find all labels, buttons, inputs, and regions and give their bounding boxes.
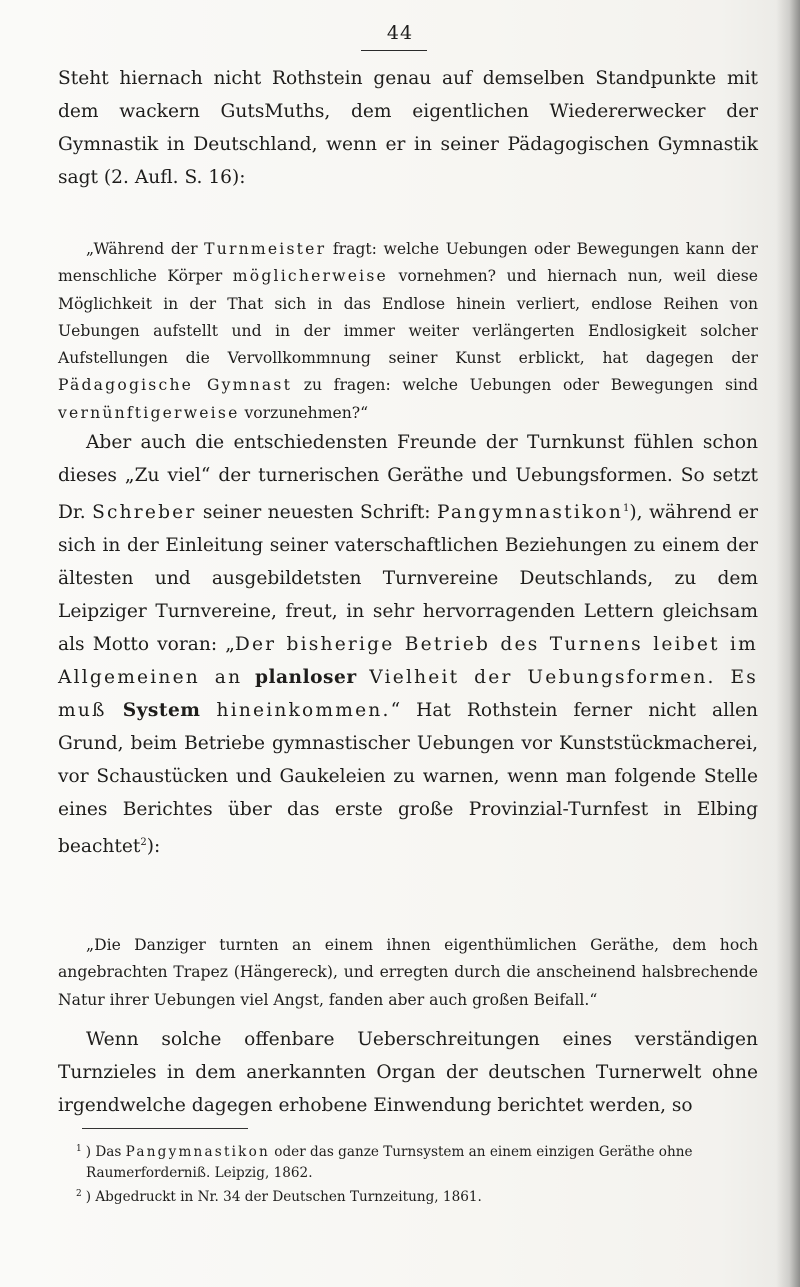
para-2-text-e: ): — [146, 836, 161, 857]
quote-1-text-b: fragt: welche Uebungen oder Bewegungen kann der menschliche Körper — [58, 240, 758, 286]
page-number-rule — [361, 50, 427, 51]
footnote-2-mark: 2 — [76, 1189, 82, 1199]
para-2-text-a: Aber auch die entschiedensten Freunde der Turnkunst fühlen schon dieses „Zu viel“ der turnerischen Geräthe und Uebungsformen. So setzt Dr. — [58, 432, 758, 523]
quote-danziger-report: „Die Danziger turnten an einem ihnen eigenthümlichen Geräthe, dem hoch angebrachten Trapez (Hängereck), und erregten durch die anscheinend halsbrechende Natur ihrer Uebungen viel Angst, fanden aber auch großen Beifall.“ — [58, 936, 758, 1009]
footnote-1-mark: 1 — [76, 1144, 82, 1154]
motto-text-a: Der bisherige Betrieb des Turnens leibet im Allgemeinen an — [58, 634, 758, 688]
motto-text-c: hineinkommen. — [216, 700, 391, 721]
motto-bold-planloser: planloser — [254, 667, 357, 688]
footnote-1-post: oder das ganze Turnsystem an einem einzigen Geräthe ohne Raumerforderniß. Leipzig, 1862. — [86, 1144, 693, 1181]
author-name-schreber: Schreber — [92, 502, 197, 523]
quote-1-text-d: zu fragen: welche Uebungen oder Bewegungen sind — [292, 376, 758, 395]
quote-1-text-a: „Während der — [86, 240, 205, 258]
motto-text-b: Vielheit der Uebungsformen. Es muß — [58, 667, 758, 721]
quote-1-text-e: vorzunehmen?“ — [239, 403, 369, 422]
paragraph-1: Steht hiernach nicht Rothstein genau auf demselben Standpunkte mit dem wackern GutsMuths, dem eigentlichen Wiedererwecker der Gymnastik in Deutschland, wenn er in seiner Pädagogischen Gymnastik sagt (2. Aufl. S. 16): — [58, 68, 758, 188]
para-2-text-c: ), während er sich in der Einleitung seiner vaterschaftlichen Beziehungen zu einem der ältesten und ausgebildetsten Turnvereine Deutschlands, zu dem Leipziger Turnvereine, freut, in sehr hervorragenden Lettern gleichsam als Motto voran: „ — [58, 502, 758, 655]
footnote-1-title: Pangymnastikon — [125, 1144, 270, 1160]
book-title-pangymnastikon: Pangymnastikon — [436, 502, 624, 523]
quote-gutsmuths — [58, 236, 758, 427]
paragraph-2 — [58, 426, 758, 863]
footnote-1: $^1$ ) Das Pangymnastikon oder das ganze Turnsystem an einem einzigen Geräthe ohne Raumerforderniß. Leipzig, 1862. — [76, 1144, 693, 1181]
footnote-rule — [82, 1128, 248, 1129]
footnotes — [58, 1139, 758, 1208]
page-number: 44 — [386, 22, 414, 44]
motto-bold-system: System — [122, 700, 201, 721]
quote-1-spaced-vernuenftigerweise: vernünftigerweise — [58, 403, 240, 422]
quote-1-spaced-turnmeister: Turnmeister — [204, 240, 327, 258]
footnote-2-text: Abgedruckt in Nr. 34 der Deutschen Turnzeitung, 1861. — [95, 1189, 482, 1205]
quote-1-spaced-moeglicherweise: möglicherweise — [232, 267, 388, 286]
quote-1-spaced-gymnast: Pädagogische Gymnast — [58, 376, 293, 395]
footnote-ref-1: 1 — [623, 503, 630, 514]
footnote-ref-2: 2 — [140, 837, 147, 848]
para-2-text-d: “ Hat Rothstein ferner nicht allen Grund, beim Betriebe gymnastischer Uebungen vor Kunststückmacherei, vor Schaustücken und Gaukeleien zu warnen, wenn man folgende Stelle eines Berichtes über das erste große Provinzial-Turnfest in Elbing beachtet — [58, 700, 758, 857]
quote-1-text-c: vornehmen? und hiernach nun, weil diese Möglichkeit in der That sich in das Endlose hinein verliert, endlose Reihen von Uebungen aufstellt und in der immer weiter verlängerten Endlosigkeit solcher Aufstellungen die Vervollkommnung seiner Kunst erblickt, hat dagegen der — [58, 267, 758, 368]
footnote-1-pre: Das — [95, 1144, 126, 1160]
paragraph-3: Wenn solche offenbare Ueberschreitungen eines verständigen Turnzieles in dem anerkannten Organ der deutschen Turnerwelt ohne irgendwelche dagegen erhobene Einwendung berichtet werden, so — [58, 1029, 758, 1116]
scan-edge-shadow — [776, 0, 800, 1287]
footnote-2: $^2$ ) Abgedruckt in Nr. 34 der Deutschen Turnzeitung, 1861. — [76, 1189, 482, 1205]
para-2-text-b: seiner neuesten Schrift: — [196, 502, 437, 523]
